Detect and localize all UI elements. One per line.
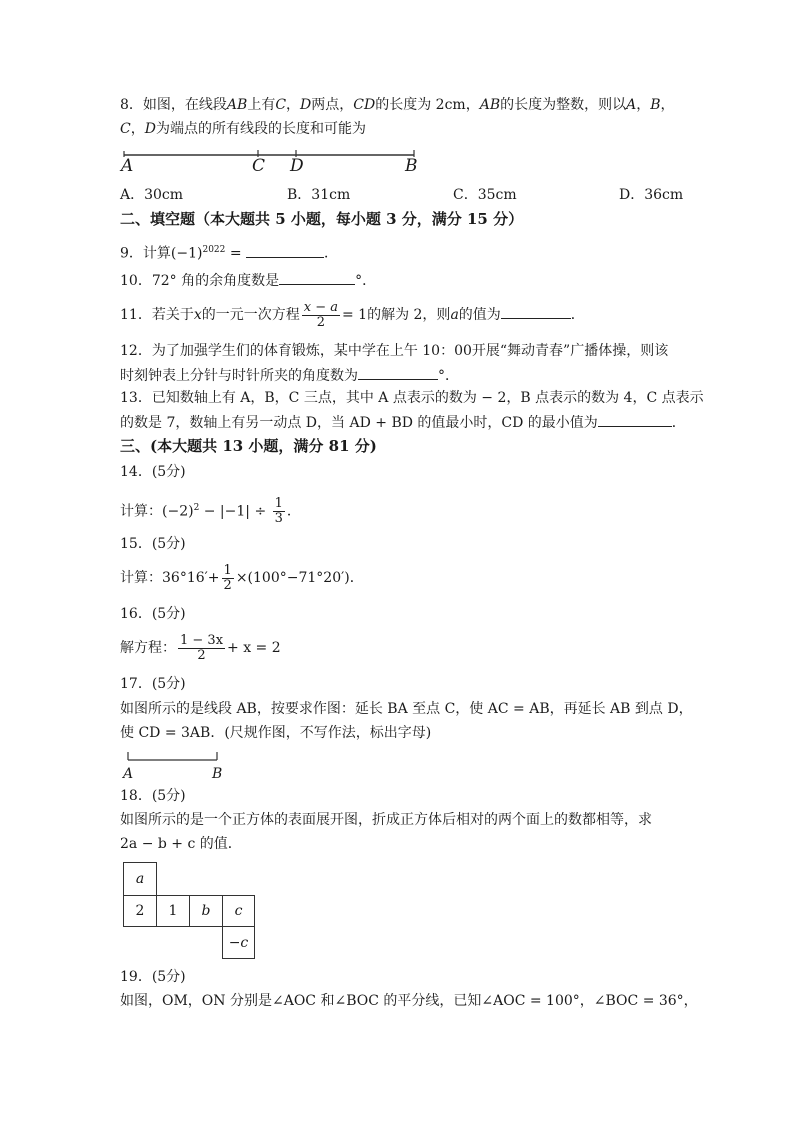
q17-label-a: A xyxy=(123,766,134,782)
q8-label-c: C xyxy=(252,156,266,176)
q8-label-b: B xyxy=(405,156,418,176)
q9-answer-blank xyxy=(246,243,324,258)
q16-label: 16．(5分) xyxy=(120,606,186,622)
q13-line2: 的数是 7，数轴上有另一动点 D，当 AD + BD 的值最小时，CD 的最小值为 ． xyxy=(120,412,686,433)
net-cell-a: a xyxy=(123,862,157,896)
q8-option-c: C．35cm xyxy=(453,187,517,203)
q11: 11．若关于x的一元一次方程 $\frac{x - a}{2}$ = 1的解为 2，则a的值为 ． xyxy=(120,299,585,330)
cube-net-figure xyxy=(123,862,256,960)
q13-line1: 13．已知数轴上有 A，B，C 三点，其中 A 点表示的数为 − 2，B 点表示的数为 4，C 点表示 xyxy=(120,390,704,406)
q14-fraction: $\frac{1}{3}$ xyxy=(274,496,283,527)
q17-line1: 如图所示的是线段 AB，按要求作图：延长 BA 至点 C，使 AC = AB，再延长 AB 到点 D， xyxy=(120,701,693,717)
q15-label: 15．(5分) xyxy=(120,536,186,552)
q10-answer-blank xyxy=(279,270,355,285)
q17-label: 17．(5分) xyxy=(120,676,186,692)
q19-label: 19．(5分) xyxy=(120,969,186,985)
net-cell-1: 1 xyxy=(156,895,190,927)
q13-answer-blank xyxy=(598,412,672,427)
q16-fraction: $\frac{1 - 3x}{2}$ xyxy=(180,632,224,663)
q9: 9．计算$(-1)^{2022}$ = ． xyxy=(120,240,338,264)
q17-line2: 使 CD = 3AB．(尺规作图，不写作法，标出字母) xyxy=(120,725,432,741)
q19-line1: 如图，OM，ON 分别是∠AOC 和∠BOC 的平分线，已知∠AOC = 100°，∠BOC = 36°， xyxy=(120,993,698,1009)
q8-option-b: B．31cm xyxy=(287,187,351,203)
q11-fraction: $\frac{x - a}{2}$ xyxy=(303,299,338,330)
q17-label-b: B xyxy=(212,766,223,782)
net-cell-neg-c: −c xyxy=(222,926,255,959)
q15-fraction: $\frac{1}{2}$ xyxy=(223,562,232,593)
q12-answer-blank xyxy=(358,365,438,380)
q8-option-a: A．30cm xyxy=(120,187,184,203)
q14-expression: 计算：$(-2)^2 - |-1|$ ÷ $\frac{1}{3}$ ． xyxy=(120,496,301,527)
net-cell-c: c xyxy=(222,895,255,927)
q8-segment-figure xyxy=(118,145,428,179)
q10: 10．72° 角的余角度数是 °． xyxy=(120,270,376,291)
q17-segment-figure xyxy=(122,748,222,768)
q8-line2: C，D为端点的所有线段的长度和可能为 xyxy=(120,121,366,137)
q18-label: 18．(5分) xyxy=(120,788,186,804)
net-cell-b: b xyxy=(189,895,223,927)
net-cell-2: 2 xyxy=(123,895,157,927)
q15-expression: 计算：36°16′+ $\frac{1}{2}$ ×(100°−71°20′)． xyxy=(120,562,364,593)
q14-label: 14．(5分) xyxy=(120,464,186,480)
q18-line2: 2a − b + c 的值． xyxy=(120,836,242,852)
q8-option-d: D．36cm xyxy=(619,187,684,203)
section2-title: 二、填空题（本大题共 5 小题，每小题 3 分，满分 15 分） xyxy=(120,210,524,228)
q8-label-d: D xyxy=(290,156,304,176)
q12-line1: 12．为了加强学生们的体育锻炼，某中学在上午 10：00开展“舞动青春”广播体操，则该 xyxy=(120,343,669,359)
q12-line2: 时刻钟表上分针与时针所夹的角度数为 °． xyxy=(120,365,459,386)
q8-line1: 8．如图，在线段AB上有C，D两点，CD的长度为 2cm，AB的长度为整数，则以A，B， xyxy=(120,97,675,113)
section3-title: 三、(本大题共 13 小题，满分 81 分) xyxy=(120,437,377,455)
q8-label-a: A xyxy=(121,156,134,176)
q11-answer-blank xyxy=(501,304,571,319)
q18-line1: 如图所示的是一个正方体的表面展开图，折成正方体后相对的两个面上的数都相等，求 xyxy=(120,812,652,828)
q16-equation: 解方程： $\frac{1 - 3x}{2}$ + x = 2 xyxy=(120,632,281,663)
